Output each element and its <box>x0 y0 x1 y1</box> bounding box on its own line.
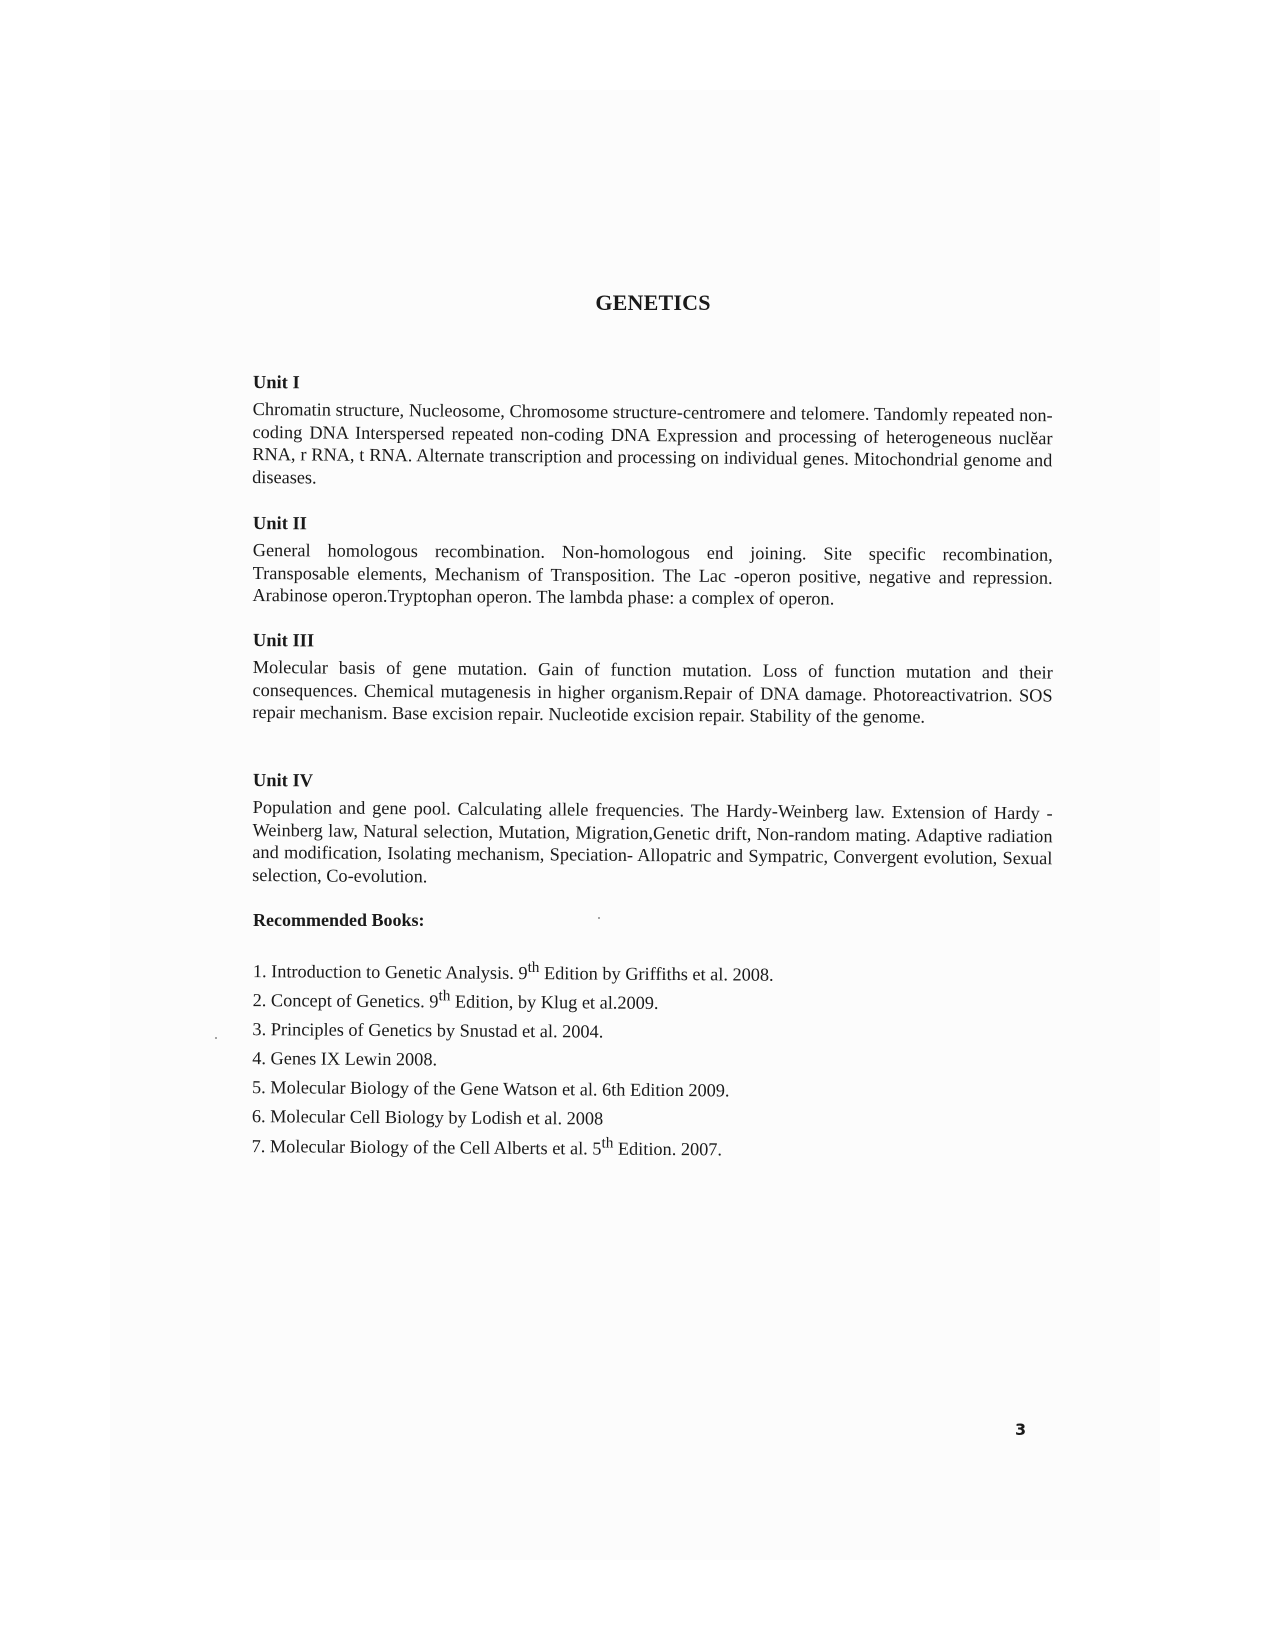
unit-1-heading: Unit I <box>252 372 300 394</box>
book-item-7: 7. Molecular Biology of the Cell Alberts et al. 5th Edition. 2007. <box>251 1134 723 1159</box>
scan-speck <box>215 1037 217 1039</box>
book-item-6: 6. Molecular Cell Biology by Lodish et al. 2008 <box>251 1106 604 1130</box>
unit-2-heading: Unit II <box>252 514 307 535</box>
unit-2-text: General homologous recombination. Non-homologous end joining. Site specific recombination, Transposable elements, Mechanism of Transposition. The Lac -operon positive, negative and repression. Arabinose operon.Tryptophan operon. The lambda phase: a complex of operon. <box>252 539 1053 609</box>
unit-3-heading: Unit III <box>252 631 315 652</box>
unit-1-text: Chromatin structure, Nucleosome, Chromosome structure-centromere and telomere. Tandomly repeated non-coding DNA Interspersed repeated non-coding DNA Expression and processing of heterogeneous nuclĕar RNA, r RNA, t RNA. Alternate transcription and processing on individual genes. Mitochondrial genome and diseases. <box>252 398 1053 488</box>
unit-4-heading: Unit IV <box>252 770 314 792</box>
page-number: 3 <box>1015 1420 1027 1439</box>
recommended-books-list <box>252 954 774 1161</box>
unit-3-section <box>252 630 1053 729</box>
book-item-4: 4. Genes IX Lewin 2008. <box>252 1048 438 1070</box>
unit-2-section <box>252 513 1053 611</box>
book-item-2: 2. Concept of Genetics. 9th Edition, by Klug et al.2009. <box>252 987 659 1014</box>
book-item-5: 5. Molecular Biology of the Gene Watson et al. 6th Edition 2009. <box>251 1077 730 1101</box>
unit-1-section <box>252 372 1053 494</box>
scan-speck <box>598 917 600 919</box>
unit-4-section <box>252 770 1053 892</box>
book-item-3: 3. Principles of Genetics by Snustad et al. 2004. <box>252 1019 604 1042</box>
page-title: GENETICS <box>595 290 711 315</box>
recommended-books-heading: Recommended Books: <box>253 910 425 930</box>
unit-4-text: Population and gene pool. Calculating allele frequencies. The Hardy-Weinberg law. Extension of Hardy -Weinberg law, Natural selection, Mutation, Migration,Genetic drift, Non-random mating. Adaptive radiation and modification, Isolating mechanism, Speciation- Allopatric and Sympatric, Convergent evolution, Sexual selection, Co-evolution. <box>252 796 1053 886</box>
book-item-1: 1. Introduction to Genetic Analysis. 9th Edition by Griffiths et al. 2008. <box>252 958 774 985</box>
unit-3-text: Molecular basis of gene mutation. Gain of function mutation. Loss of function mutation and their consequences. Chemical mutagenesis in higher organism.Repair of DNA damage. Photoreactivatrion. SOS repair mechanism. Base excision repair. Nucleotide excision repair. Stability of the genome. <box>252 656 1053 727</box>
